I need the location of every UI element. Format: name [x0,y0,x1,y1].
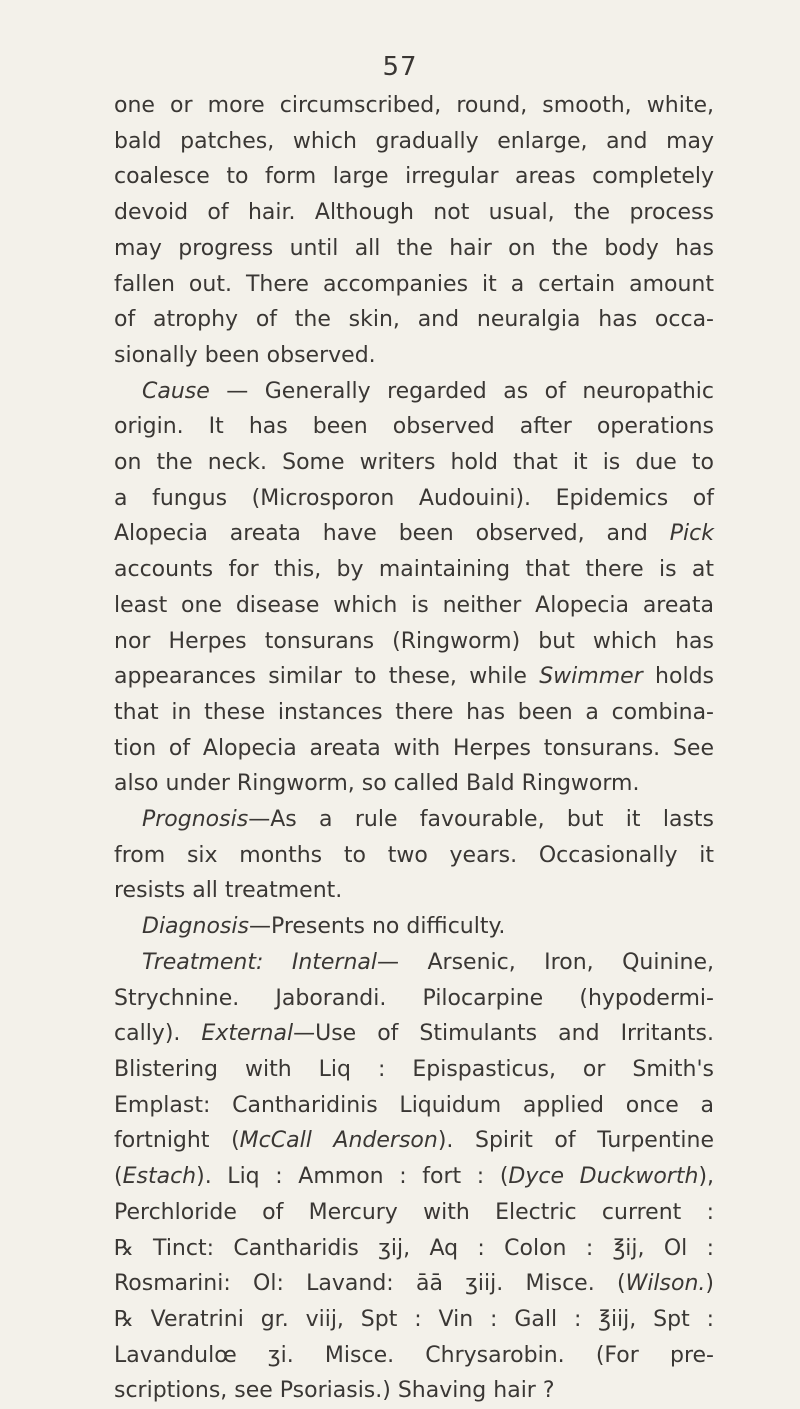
italic-text: Dyce Duckworth [508,1164,699,1190]
text-run: one or more circumscribed, round, smooth, white, [114,93,714,118]
text-run: Alopecia areata have been observed, and [114,521,670,547]
text-line [114,267,714,303]
text-run: devoid of hair. Although not usual, the process [114,200,714,226]
text-line [114,195,714,231]
italic-text: Prognosis [142,807,249,833]
body-text [114,88,714,1409]
text-run: — Arsenic, Iron, Quinine, [377,949,714,975]
italic-text: Treatment: Internal [142,949,378,975]
text-line [114,838,714,874]
text-run: that in these instances there has been a combina- [114,699,714,725]
text-line [114,1016,714,1052]
text-line [114,1052,714,1088]
text-line [114,1266,714,1302]
text-line [114,552,714,588]
text-line [114,624,714,660]
text-line [114,981,714,1017]
text-line [114,159,714,195]
page-number: 57 [382,52,418,82]
text-run: accounts for this, by maintaining that there is at [114,557,714,583]
text-run: Emplast: Cantharidinis Liquidum applied once a [114,1092,714,1118]
text-line [114,124,714,160]
text-line [114,88,714,124]
text-run: ), [698,1164,715,1190]
text-run: bald patches, which gradually enlarge, and may [114,128,714,154]
text-run: Perchloride of Mercury with Electric current : [114,1199,714,1225]
text-run: fortnight ( [114,1128,240,1154]
text-line [114,1088,714,1124]
text-line [114,802,714,838]
text-line [114,1373,714,1409]
text-line [114,481,714,517]
text-line [114,588,714,624]
text-run: —Use of Stimulants and Irritants. [293,1021,714,1047]
text-line [114,1302,714,1338]
text-line [114,231,714,267]
text-run: ( [114,1164,123,1190]
text-run: ℞ Veratrini gr. viij, Spt : Vin : Gall : ℥iij, Spt : [114,1306,714,1332]
text-run: Blistering with Liq : Epispasticus, or Smith's [114,1056,714,1082]
text-run: may progress until all the hair on the body has [114,235,714,261]
text-run: — Generally regarded as of neuropathic [209,378,714,404]
italic-text: Diagnosis [142,914,249,940]
text-run: —As a rule favourable, but it lasts [248,807,714,833]
italic-text: Swimmer [539,664,643,690]
text-line [114,1195,714,1231]
text-line [114,1159,714,1195]
italic-text: Pick [669,521,714,547]
text-run: origin. It has been observed after operations [114,414,714,440]
text-line [114,873,714,909]
text-run: cally). [114,1021,202,1047]
text-run: —Presents no difficulty. [248,914,506,940]
text-run: nor Herpes tonsurans (Ringworm) but which has [114,628,714,654]
text-run: scriptions, see Psoriasis.) Shaving hair ? [114,1378,555,1404]
text-line [114,766,714,802]
text-line [114,695,714,731]
text-line [114,374,714,410]
text-run: of atrophy of the skin, and neuralgia has occa- [114,307,714,333]
text-line [114,731,714,767]
text-run: fallen out. There accompanies it a certain amount [114,271,714,297]
text-line [114,302,714,338]
text-run: ). Spirit of Turpentine [437,1128,714,1154]
text-line [114,945,714,981]
text-run: coalesce to form large irregular areas completely [114,164,714,190]
text-line [114,909,714,945]
text-line [114,1338,714,1374]
text-run: Rosmarini: Ol: Lavand: āā ʒiij. Misce. ( [114,1271,626,1297]
text-run: also under Ringworm, so called Bald Ringworm. [114,771,640,797]
text-line [114,409,714,445]
text-run: tion of Alopecia areata with Herpes tonsurans. See [114,735,714,761]
text-run: least one disease which is neither Alopecia areata [114,592,714,618]
text-run: a fungus (Microsporon Audouini). Epidemics of [114,485,714,511]
text-run: from six months to two years. Occasionally it [114,842,714,868]
text-run: resists all treatment. [114,878,343,904]
text-line [114,338,714,374]
text-run: appearances similar to these, while [114,664,540,690]
italic-text: McCall Anderson [239,1128,438,1154]
italic-text: Estach [122,1164,197,1190]
text-run: sionally been observed. [114,342,376,368]
text-line [114,1231,714,1267]
text-line [114,445,714,481]
italic-text: Cause [142,378,210,404]
text-line [114,516,714,552]
text-line [114,1123,714,1159]
text-run: ). Liq : Ammon : fort : ( [196,1164,509,1190]
text-run: Strychnine. Jaborandi. Pilocarpine (hypodermi- [114,985,714,1011]
text-run: on the neck. Some writers hold that it is due to [114,450,714,476]
text-run: ) [705,1271,714,1297]
text-run: holds [642,664,714,690]
italic-text: Wilson. [625,1271,706,1297]
text-run: ℞ Tinct: Cantharidis ʒij, Aq : Colon : ℥ij, Ol : [114,1235,714,1261]
text-run: Lavandulœ ʒi. Misce. Chrysarobin. (For pre- [114,1342,714,1368]
italic-text: External [201,1021,294,1047]
text-line [114,659,714,695]
